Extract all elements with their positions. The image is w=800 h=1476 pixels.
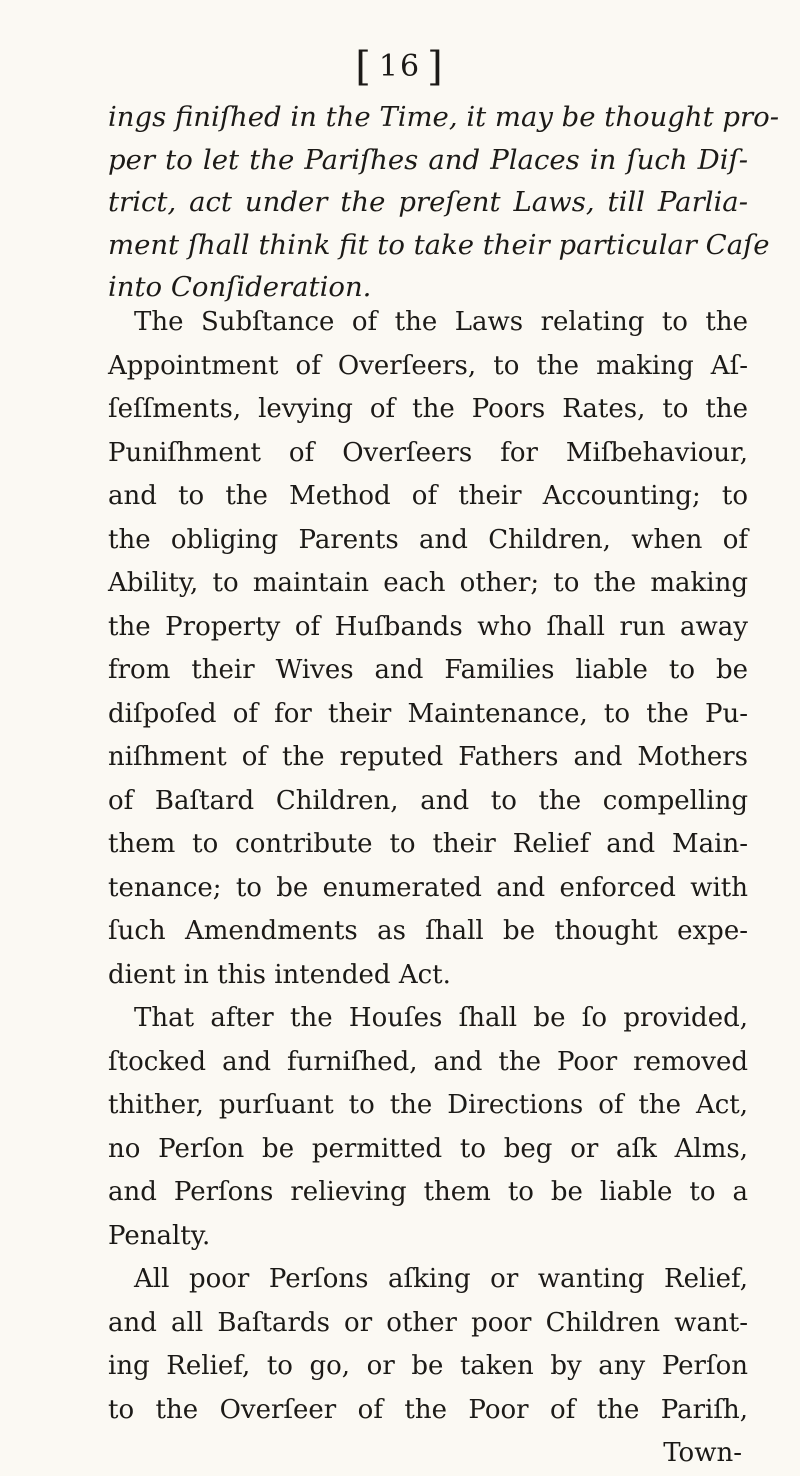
text-line: niſhment of the reputed Fathers and Mothers [108, 742, 748, 772]
catchword: Town- [663, 1438, 742, 1468]
text-line: the obliging Parents and Children, when of [108, 524, 748, 555]
text-line: into Conſideration. [108, 271, 372, 303]
text-line: no Perſon be permitted to beg or aſk Alms, [108, 1133, 748, 1164]
body-text [108, 301, 748, 1476]
text-line: ſeſſments, levying of the Poors Rates, to the [108, 394, 748, 424]
text-line: diſpoſed of for their Maintenance, to the Pu- [108, 698, 748, 729]
text-line: to the Overſeer of the Poor of the Pariſh, [108, 1394, 748, 1425]
italic-paragraph [108, 96, 780, 309]
page-header [0, 44, 800, 90]
text-line: of Baſtard Children, and to the compelling [108, 785, 748, 816]
text-line: All poor Perſons aſking or wanting Relief, [134, 1264, 748, 1294]
text-line: thither, purſuant to the Directions of the Act, [108, 1090, 748, 1120]
text-line: tenance; to be enumerated and enforced with [108, 872, 748, 903]
text-line: the Property of Huſbands who ſhall run away [108, 611, 748, 642]
bracket-close: ] [427, 44, 445, 90]
text-line: trict, act under the preſent Laws, till Parlia- [108, 186, 748, 218]
page-number: 16 [378, 49, 422, 84]
text-line: Penalty. [108, 1220, 211, 1251]
text-line: Ability, to maintain each other; to the making [108, 568, 748, 598]
text-line: ings finiſhed in the Time, it may be thought pro- [108, 101, 780, 133]
text-line: ſuch Amendments as ſhall be thought expe- [108, 916, 748, 946]
bracket-open: [ [355, 44, 373, 90]
text-line: dient in this intended Act. [108, 959, 451, 990]
text-line: and all Baſtards or other poor Children want- [108, 1307, 748, 1338]
text-line: them to contribute to their Relief and Main- [108, 829, 748, 859]
text-line: ing Relief, to go, or be taken by any Perſon [108, 1351, 748, 1381]
text-line: from their Wives and Families liable to be [108, 655, 748, 685]
text-line: ment ſhall think fit to take their particular Caſe [108, 228, 770, 261]
text-line: That after the Houſes ſhall be ſo provided, [134, 1003, 748, 1033]
text-line: and Perſons relieving them to be liable to a [108, 1177, 748, 1207]
text-line: Puniſhment of Overſeers for Miſbehaviour, [108, 437, 748, 468]
text-line: per to let the Pariſhes and Places in ſuch Diſ- [108, 143, 748, 176]
text-line: ſtocked and furniſhed, and the Poor removed [108, 1046, 748, 1077]
text-line: Appointment of Overſeers, to the making Aſ- [108, 350, 748, 381]
text-line: The Subſtance of the Laws relating to the [134, 307, 748, 337]
text-line: and to the Method of their Accounting; to [108, 481, 748, 511]
